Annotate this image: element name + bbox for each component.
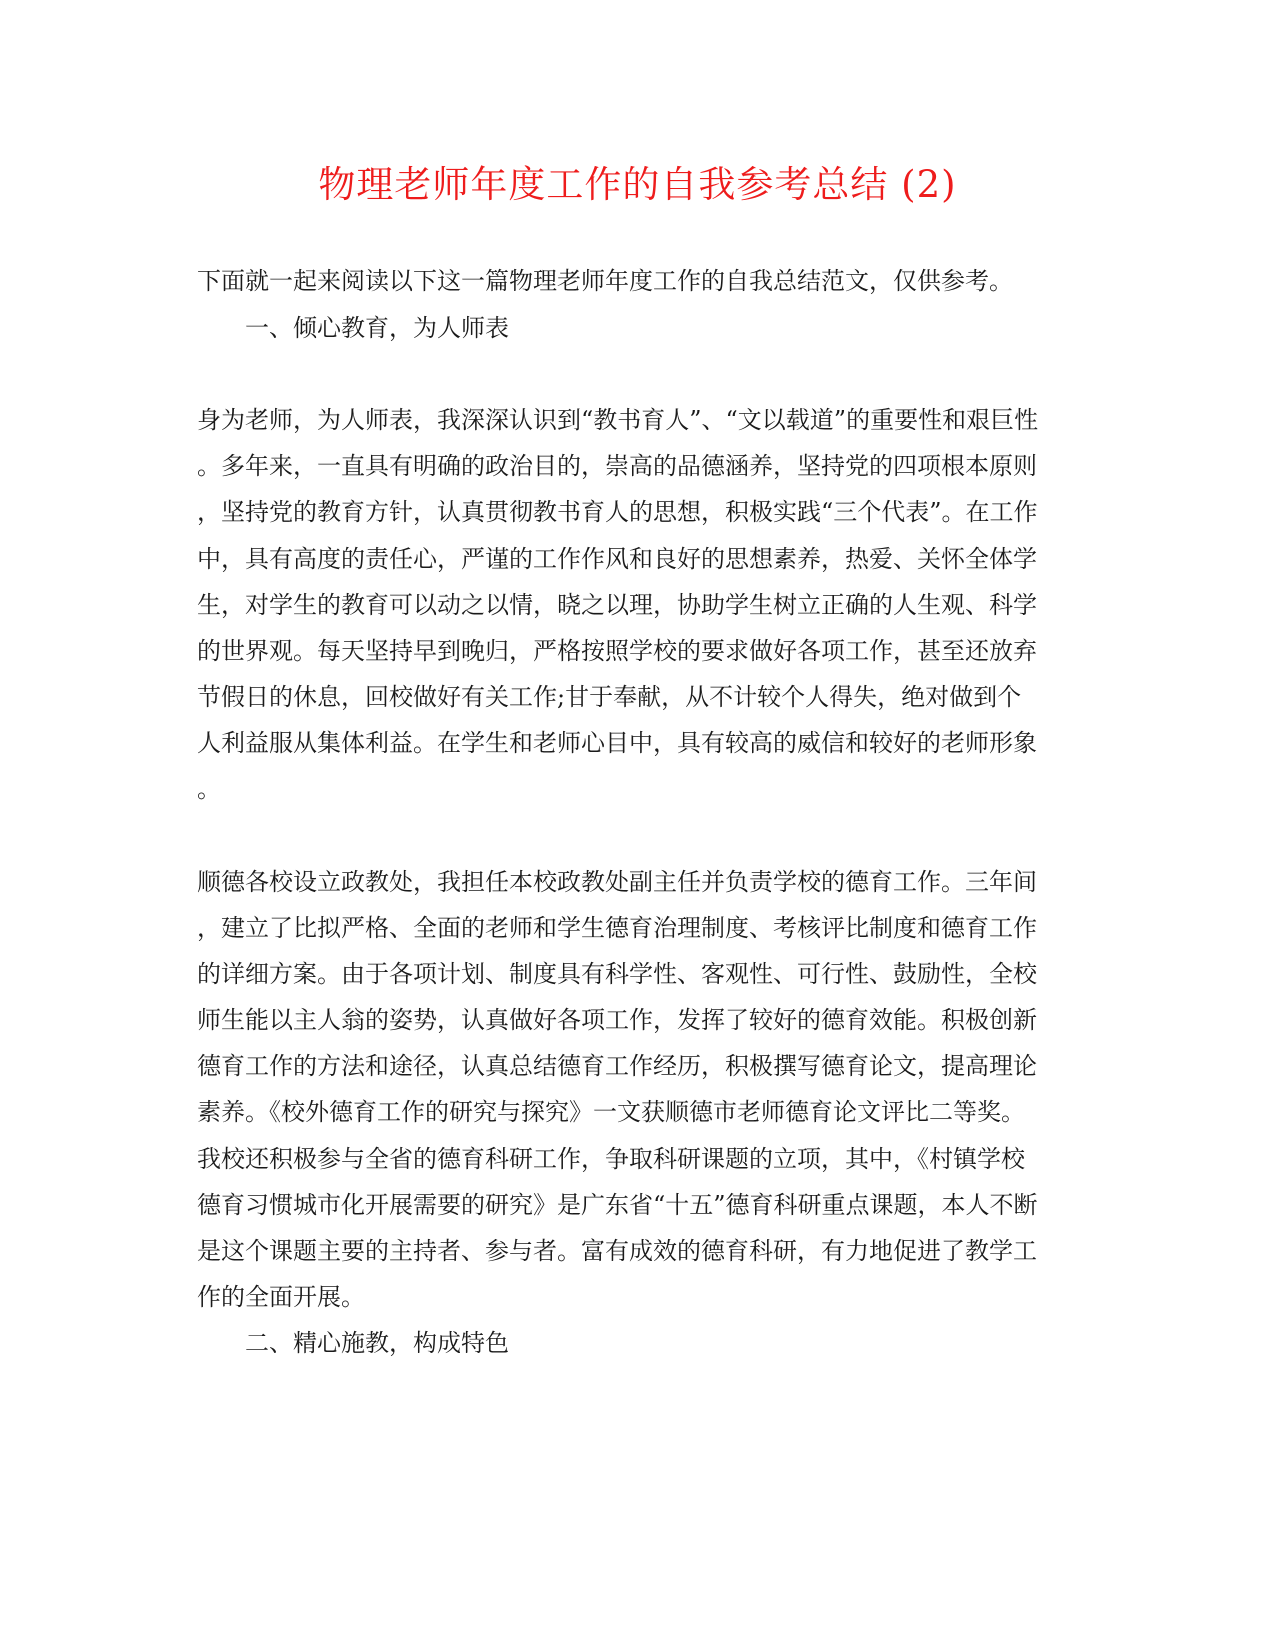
paragraph-line: 素养。《校外德育工作的研究与探究》一文获顺德市老师德育论文评比二等奖。 <box>197 1098 1025 1126</box>
paragraph-line: 。 <box>197 775 221 803</box>
paragraph-line: 的世界观。每天坚持早到晚归，严格按照学校的要求做好各项工作，甚至还放弃 <box>197 637 1037 665</box>
paragraph-line: 中，具有高度的责任心，严谨的工作作风和良好的思想素养，热爱、关怀全体学 <box>197 545 1037 573</box>
paragraph-line: 我校还积极参与全省的德育科研工作，争取科研课题的立项，其中，《村镇学校 <box>197 1145 1025 1173</box>
paragraph-line: 顺德各校设立政教处，我担任本校政教处副主任并负责学校的德育工作。三年间 <box>197 868 1037 896</box>
paragraph-line: 的详细方案。由于各项计划、制度具有科学性、客观性、可行性、鼓励性，全校 <box>197 960 1037 988</box>
paragraph-line: 作的全面开展。 <box>197 1283 365 1311</box>
paragraph-line: 是这个课题主要的主持者、参与者。富有成效的德育科研，有力地促进了教学工 <box>197 1237 1037 1265</box>
paragraph-line: 师生能以主人翁的姿势，认真做好各项工作，发挥了较好的德育效能。积极创新 <box>197 1006 1037 1034</box>
section-heading-2: 二、精心施教，构成特色 <box>245 1329 509 1357</box>
paragraph-line: 节假日的休息，回校做好有关工作;甘于奉献，从不计较个人得失，绝对做到个 <box>197 683 1022 711</box>
section-heading-1: 一、倾心教育，为人师表 <box>245 314 509 342</box>
paragraph-line: 德育习惯城市化开展需要的研究》是广东省“十五”德育科研重点课题，本人不断 <box>197 1191 1038 1219</box>
paragraph-line: ，坚持党的教育方针，认真贯彻教书育人的思想，积极实践“三个代表”。在工作 <box>197 498 1038 526</box>
document-title: 物理老师年度工作的自我参考总结 (2) <box>318 163 957 206</box>
paragraph-line: 生，对学生的教育可以动之以情，晓之以理，协助学生树立正确的人生观、科学 <box>197 591 1037 619</box>
intro-paragraph: 下面就一起来阅读以下这一篇物理老师年度工作的自我总结范文，仅供参考。 <box>197 267 1013 295</box>
paragraph-line: 人利益服从集体利益。在学生和老师心目中，具有较高的威信和较好的老师形象 <box>197 729 1037 757</box>
paragraph-line: 。多年来，一直具有明确的政治目的，崇高的品德涵养，坚持党的四项根本原则 <box>197 452 1037 480</box>
paragraph-line: ，建立了比拟严格、全面的老师和学生德育治理制度、考核评比制度和德育工作 <box>197 914 1037 942</box>
paragraph-line: 德育工作的方法和途径，认真总结德育工作经历，积极撰写德育论文，提高理论 <box>197 1052 1037 1080</box>
paragraph-line: 身为老师，为人师表，我深深认识到“教书育人”、“文以载道”的重要性和艰巨性 <box>197 406 1039 434</box>
